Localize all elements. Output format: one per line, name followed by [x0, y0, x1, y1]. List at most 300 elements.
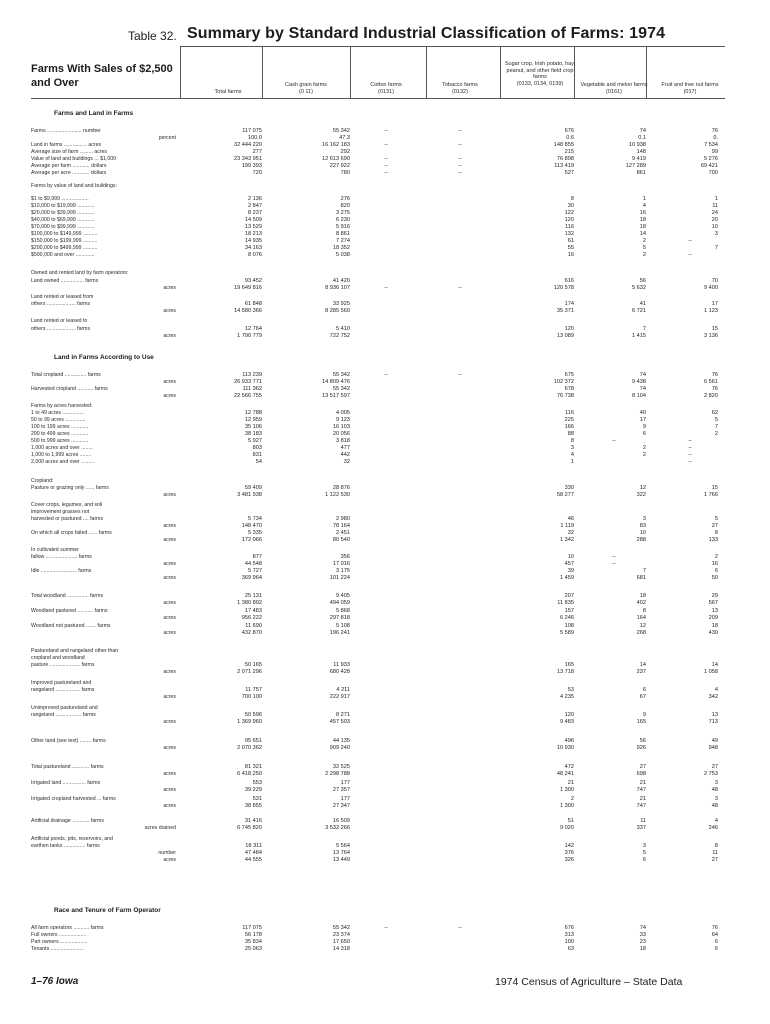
row-label: $200,000 to $499,999 ..........	[31, 245, 98, 251]
table-cell: 11	[640, 818, 646, 824]
table-cell: 14	[639, 662, 646, 668]
row-label: Pastureland and rangeland other than	[31, 648, 119, 654]
table-cell: 10	[711, 224, 718, 230]
table-cell: 1 790 779	[237, 333, 262, 339]
table-cell: –	[688, 252, 692, 258]
table-cell: 2 136	[248, 196, 262, 202]
row-label: On which all crops failed ...... farms	[31, 530, 112, 536]
table-cell: 113 419	[554, 163, 574, 169]
table-cell: 209	[708, 615, 718, 621]
row-label: Farms by acres harvested:	[31, 403, 93, 409]
column-header: Total farms	[214, 89, 242, 95]
table-cell: 25 063	[244, 946, 262, 952]
row-label: acres	[163, 523, 176, 529]
table-cell: 432 870	[241, 630, 262, 636]
table-cell: 17 650	[332, 939, 350, 945]
table-cell: 861	[636, 170, 646, 176]
table-cell: 16	[567, 252, 574, 258]
table-cell: –	[458, 128, 462, 134]
table-cell: 11	[712, 203, 718, 209]
table-cell: 12	[639, 623, 646, 629]
table-cell: 1 300	[560, 787, 574, 793]
table-cell: 39	[567, 568, 574, 574]
section-title: Race and Tenure of Farm Operator	[54, 907, 161, 914]
table-cell: 164	[636, 615, 646, 621]
table-cell: 102 372	[553, 379, 574, 385]
table-cell: 69 421	[700, 163, 718, 169]
row-label: All farm operators ........... farms	[31, 925, 104, 931]
table-cell: 21	[639, 780, 646, 786]
table-cell: 5 038	[336, 252, 350, 258]
row-label: others .................... farms	[31, 326, 91, 332]
row-label: acres	[163, 630, 176, 636]
table-cell: 9	[642, 424, 646, 430]
table-cell: –	[384, 285, 388, 291]
table-cell: –	[458, 372, 462, 378]
row-label: 1,000 to 1,999 acres ........	[31, 452, 92, 458]
table-cell: 196 241	[329, 630, 350, 636]
table-cell: 1	[714, 196, 718, 202]
row-label: acres	[163, 600, 176, 606]
table-cell: 23 374	[332, 932, 350, 938]
row-label: Irrigated cropland harvested ... farms	[31, 796, 116, 802]
row-label: fallow ...................... farms	[31, 554, 92, 560]
table-cell: 926	[636, 745, 646, 751]
row-label: Tenants .......................	[31, 946, 84, 952]
row-label: Woodland not pastured ....... farms	[31, 623, 111, 629]
table-cell: 14	[639, 231, 646, 237]
row-label: 100 to 199 acres ............	[31, 424, 89, 430]
table-cell: 12	[639, 485, 646, 491]
table-cell: 56	[639, 278, 646, 284]
row-label: harvested or pastured .... farms	[31, 516, 104, 522]
table-cell: 376	[564, 850, 574, 856]
table-cell: 567	[708, 600, 718, 606]
table-cell: 78 164	[332, 523, 350, 529]
table-cell: 7	[642, 568, 646, 574]
row-label: Land rented or leased to	[31, 318, 88, 324]
table-cell: 31 416	[244, 818, 262, 824]
table-cell: 55 342	[332, 925, 350, 931]
table-cell: 1 122 530	[325, 492, 350, 498]
table-cell: 39 229	[244, 787, 262, 793]
table-cell: 15	[711, 326, 718, 332]
table-cell: 8 271	[336, 712, 350, 718]
row-label: Cropland:	[31, 478, 54, 484]
row-label: acres	[163, 537, 176, 543]
table-cell: 2	[642, 445, 646, 451]
table-cell: 2 847	[248, 203, 262, 209]
table-cell: 18	[711, 623, 718, 629]
row-label: acres	[163, 771, 176, 777]
row-label: pasture ..................... farms	[31, 662, 95, 668]
table-cell: 4	[642, 203, 646, 209]
table-cell: 2	[714, 431, 718, 437]
table-cell: 14 318	[332, 946, 350, 952]
table-cell: 48	[711, 803, 718, 809]
table-cell: 166	[564, 424, 574, 430]
table-cell: –	[384, 925, 388, 931]
table-cell: 29	[711, 593, 718, 599]
table-cell: 0.1	[638, 135, 646, 141]
table-cell: 11 835	[557, 600, 574, 606]
row-label: acres	[163, 857, 176, 863]
row-label: 50 to 99 acres ..............	[31, 417, 86, 423]
table-cell: 2	[570, 796, 574, 802]
table-cell: 227 922	[329, 163, 350, 169]
table-cell: 268	[636, 630, 646, 636]
table-cell: 18	[639, 593, 646, 599]
table-cell: 70	[711, 278, 718, 284]
table-cell: –	[458, 142, 462, 148]
table-cell: 6	[714, 568, 718, 574]
table-cell: 1 766	[704, 492, 718, 498]
table-cell: 676	[564, 925, 574, 931]
table-cell: 95 651	[244, 738, 262, 744]
table-cell: 27 347	[332, 803, 350, 809]
row-label: Land owned ................ farms	[31, 278, 99, 284]
table-cell: 356	[340, 554, 350, 560]
row-label: 200 to 499 acres ............	[31, 431, 89, 437]
table-cell: 5	[714, 417, 718, 423]
table-cell: 292	[340, 149, 350, 155]
table-cell: 7	[714, 245, 718, 251]
table-cell: 16	[711, 561, 718, 567]
table-cell: 4	[714, 687, 718, 693]
table-cell: 23	[639, 939, 646, 945]
table-cell: –	[458, 156, 462, 162]
section-title: Land in Farms According to Use	[54, 354, 154, 361]
table-number: Table 32.	[128, 29, 177, 43]
row-label: Land rented or leased from	[31, 294, 94, 300]
table-cell: 2	[642, 252, 646, 258]
table-cell: 277	[252, 149, 262, 155]
row-label: cropland and woodland	[31, 655, 85, 661]
table-cell: 172 066	[241, 537, 262, 543]
table-cell: 11 690	[245, 623, 262, 629]
table-cell: 803	[252, 445, 262, 451]
table-cell: –	[612, 561, 616, 567]
table-cell: 148 855	[553, 142, 574, 148]
table-cell: 74	[639, 128, 646, 134]
table-cell: –	[612, 438, 616, 444]
table-cell: 3 532 266	[325, 825, 350, 831]
row-label: Total cropland ............... farms	[31, 372, 101, 378]
table-cell: 747	[636, 787, 646, 793]
table-cell: 61	[567, 238, 574, 244]
section-heading: Farms With Sales of $2,500 and Over	[31, 63, 173, 89]
row-label: acres drained	[144, 825, 176, 831]
table-cell: 313	[564, 932, 574, 938]
table-cell: 2	[642, 238, 646, 244]
row-label: number	[158, 850, 176, 856]
table-cell: 40	[639, 410, 646, 416]
table-cell: 23 343 951	[234, 156, 262, 162]
table-cell: 553	[252, 780, 262, 786]
table-cell: 2 451	[336, 530, 350, 536]
table-cell: –	[458, 163, 462, 169]
table-cell: 108	[564, 623, 574, 629]
table-cell: 0.	[713, 135, 718, 141]
table-cell: –	[688, 445, 692, 451]
table-cell: 215	[564, 149, 574, 155]
table-cell: 681	[636, 575, 646, 581]
table-cell: 20 056	[332, 431, 350, 437]
table-cell: 18	[639, 224, 646, 230]
row-label: acres	[163, 308, 176, 314]
table-cell: 32	[567, 530, 574, 536]
table-cell: 56	[639, 738, 646, 744]
table-cell: 5 632	[632, 285, 646, 291]
table-cell: 237	[636, 669, 646, 675]
table-cell: 342	[708, 694, 718, 700]
table-cell: –	[612, 554, 616, 560]
table-cell: 99	[711, 149, 718, 155]
table-cell: 2 071 296	[237, 669, 262, 675]
table-cell: 3 136	[704, 333, 718, 339]
table-cell: 8 936 107	[325, 285, 350, 291]
table-cell: 720	[252, 170, 262, 176]
table-cell: –	[458, 285, 462, 291]
table-cell: 1 342	[560, 537, 574, 543]
table-cell: 122	[564, 210, 574, 216]
table-cell: 337	[636, 825, 646, 831]
table-cell: 0.6	[566, 135, 574, 141]
table-cell: 3 818	[336, 438, 350, 444]
table-cell: 13 089	[556, 333, 574, 339]
row-label: Total woodland ............... farms	[31, 593, 104, 599]
table-cell: 1	[642, 196, 646, 202]
column-header: Cotton farms (0131)	[370, 82, 402, 95]
table-cell: 477	[340, 445, 350, 451]
table-cell: 1 058	[704, 669, 718, 675]
table-cell: 15	[711, 485, 718, 491]
row-label: Unimproved pastureland and	[31, 705, 98, 711]
table-cell: 27 357	[332, 787, 350, 793]
table-cell: 3	[714, 796, 718, 802]
table-cell: 26 933 771	[234, 379, 262, 385]
table-cell: 10	[639, 530, 646, 536]
table-cell: 9 123	[336, 417, 350, 423]
table-cell: 1 123	[704, 308, 718, 314]
table-cell: 678	[564, 386, 574, 392]
table-cell: 5	[642, 245, 646, 251]
table-cell: 11 933	[333, 662, 350, 668]
table-cell: 62	[711, 410, 718, 416]
table-cell: 6 721	[632, 308, 646, 314]
table-cell: 222 917	[329, 694, 350, 700]
table-cell: 4 211	[336, 687, 350, 693]
row-label: Cover crops, legumes, and soil	[31, 502, 103, 508]
table-cell: 5 727	[248, 568, 262, 574]
table-cell: 9 400	[704, 285, 718, 291]
table-cell: 18 311	[245, 843, 262, 849]
table-cell: 111 362	[242, 386, 262, 392]
table-cell: 457 503	[329, 719, 350, 725]
table-cell: 148 470	[241, 523, 262, 529]
table-cell: 276	[340, 196, 350, 202]
row-label: acres	[163, 803, 176, 809]
table-cell: 74	[639, 386, 646, 392]
table-cell: 17	[711, 301, 718, 307]
table-cell: 22 566 755	[234, 393, 262, 399]
table-cell: 3 175	[336, 568, 350, 574]
table-cell: 199 393	[241, 163, 262, 169]
row-label: acres	[163, 694, 176, 700]
table-cell: 18 352	[332, 245, 350, 251]
row-label: earthen tanks ............... farms	[31, 843, 100, 849]
table-cell: 6	[642, 687, 646, 693]
table-cell: 5	[642, 850, 646, 856]
table-cell: 207	[564, 593, 574, 599]
table-cell: –	[384, 128, 388, 134]
table-cell: 8	[570, 438, 574, 444]
row-label: 1 to 49 acres ...............	[31, 410, 85, 416]
table-cell: 13 529	[244, 224, 262, 230]
table-cell: 10 930	[556, 745, 574, 751]
row-label: acres	[163, 669, 176, 675]
table-cell: 700	[708, 170, 718, 176]
table-cell: 820	[340, 203, 350, 209]
table-cell: 8 861	[336, 231, 350, 237]
table-cell: –	[384, 372, 388, 378]
table-cell: 12 613 690	[322, 156, 350, 162]
table-cell: 76 738	[556, 393, 574, 399]
row-label: 1,000 acres and over ........	[31, 445, 93, 451]
row-label: Part owners ...................	[31, 939, 88, 945]
table-cell: 93 452	[244, 278, 262, 284]
table-cell: 117 075	[242, 128, 262, 134]
table-cell: 5 276	[704, 156, 718, 162]
table-cell: 16 162 183	[322, 142, 350, 148]
column-divider	[180, 46, 181, 98]
table-cell: 2	[714, 554, 718, 560]
table-cell: 7	[642, 326, 646, 332]
table-cell: 174	[564, 301, 574, 307]
table-cell: 9 438	[632, 379, 646, 385]
row-label: In cultivated summer	[31, 547, 79, 553]
table-cell: 4	[570, 452, 574, 458]
row-label: Average per farm ............ dollars	[31, 163, 107, 169]
table-cell: 8 076	[248, 252, 262, 258]
table-cell: 34 163	[244, 245, 262, 251]
table-cell: 5 564	[336, 843, 350, 849]
table-cell: 67	[639, 694, 646, 700]
row-label: Artificial drainage ............ farms	[31, 818, 104, 824]
table-cell: 675	[564, 372, 574, 378]
table-cell: 1 369 960	[237, 719, 262, 725]
table-cell: 74	[639, 372, 646, 378]
table-cell: 32 444 220	[234, 142, 262, 148]
table-cell: 14 509	[244, 217, 262, 223]
table-cell: 12 764	[244, 326, 262, 332]
row-label: Owned and rented land by farm operators:	[31, 270, 129, 276]
table-cell: 909 240	[329, 745, 350, 751]
table-cell: 9	[642, 712, 646, 718]
table-cell: 5 410	[336, 326, 350, 332]
row-label: $70,000 to $99,999 ............	[31, 224, 95, 230]
table-cell: 74	[639, 925, 646, 931]
table-cell: 9 419	[632, 156, 646, 162]
table-cell: 47 484	[244, 850, 262, 856]
table-cell: 133	[708, 537, 718, 543]
table-cell: 33	[639, 932, 646, 938]
table-cell: 5 868	[336, 608, 350, 614]
table-cell: 8 104	[632, 393, 646, 399]
table-cell: 61 848	[244, 301, 262, 307]
table-cell: 19 649 816	[234, 285, 262, 291]
row-label: Improved pastureland and	[31, 680, 92, 686]
row-label: percent	[158, 135, 176, 141]
table-cell: 18 213	[244, 231, 262, 237]
row-label: Idle ......................... farms	[31, 568, 92, 574]
table-cell: 165	[564, 662, 574, 668]
table-cell: 13 764	[332, 850, 350, 856]
table-cell: 25 131	[244, 593, 262, 599]
table-cell: 5 916	[336, 224, 350, 230]
table-cell: 177	[340, 780, 350, 786]
table-cell: 8 285 560	[325, 308, 350, 314]
page-title: Summary by Standard Industrial Classification of Farms: 1974	[187, 25, 666, 42]
table-cell: 288	[636, 537, 646, 543]
table-cell: 747	[636, 803, 646, 809]
table-cell: –	[384, 163, 388, 169]
table-cell: 6	[714, 946, 718, 952]
table-cell: 494 059	[329, 600, 350, 606]
table-cell: 88	[567, 431, 574, 437]
table-cell: 10 938	[628, 142, 646, 148]
column-header: Fruit and tree nut farms (017)	[661, 82, 719, 95]
table-cell: 13 718	[556, 669, 574, 675]
table-cell: 4	[714, 818, 718, 824]
table-cell: 27	[711, 523, 718, 529]
row-label: Full owners ...................	[31, 932, 87, 938]
table-cell: 700 100	[241, 694, 262, 700]
table-cell: 53	[567, 687, 574, 693]
table-cell: 225	[564, 417, 574, 423]
table-cell: 2 753	[704, 771, 718, 777]
table-cell: 3 481 938	[237, 492, 262, 498]
table-cell: 322	[636, 492, 646, 498]
table-cell: 457	[564, 561, 574, 567]
table-cell: 76	[711, 386, 718, 392]
table-cell: 1 415	[632, 333, 646, 339]
table-cell: 8	[642, 608, 646, 614]
table-cell: 14 580 366	[234, 308, 262, 314]
table-cell: 47.3	[339, 135, 350, 141]
table-cell: 55	[567, 245, 574, 251]
row-label: acres	[163, 379, 176, 385]
table-cell: 56 178	[244, 932, 262, 938]
table-cell: –	[458, 925, 462, 931]
table-cell: 326	[564, 857, 574, 863]
table-cell: 76 898	[556, 156, 574, 162]
table-cell: 120 578	[553, 285, 574, 291]
table-cell: 531	[252, 796, 262, 802]
row-label: acres	[163, 787, 176, 793]
table-cell: 496	[564, 738, 574, 744]
table-cell: 113 239	[242, 372, 262, 378]
row-label: Artificial ponds, pits, reservoirs, and	[31, 836, 113, 842]
table-cell: 13	[711, 712, 718, 718]
table-cell: 10	[567, 554, 574, 560]
table-cell: 948	[708, 745, 718, 751]
table-cell: 32	[343, 459, 350, 465]
table-cell: 38 855	[244, 803, 262, 809]
table-cell: 55 342	[332, 372, 350, 378]
table-cell: 35 371	[556, 308, 574, 314]
table-cell: –	[384, 156, 388, 162]
